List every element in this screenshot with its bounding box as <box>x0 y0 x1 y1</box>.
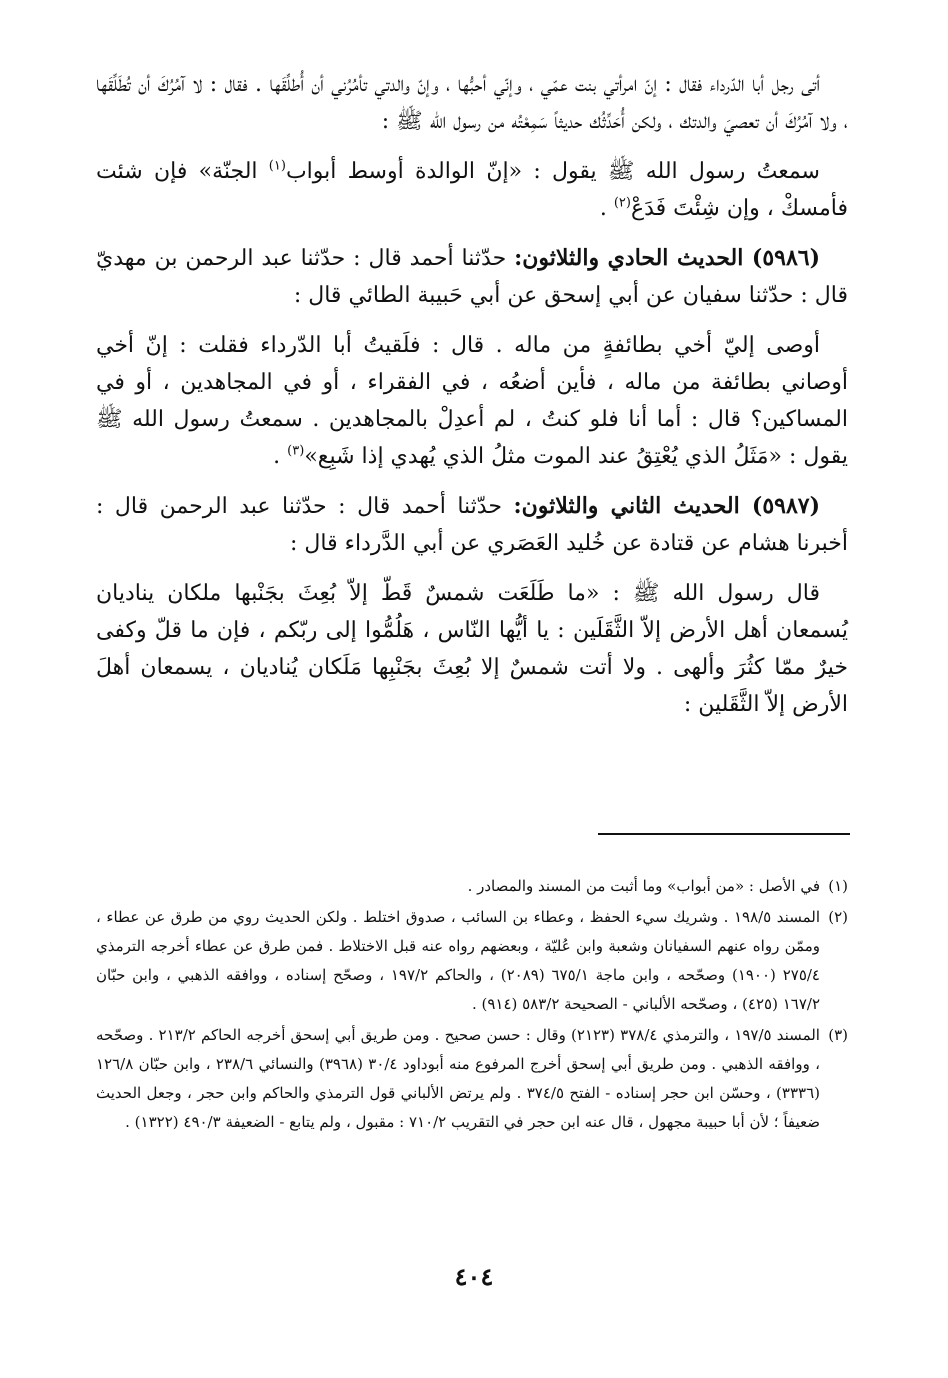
footnote-1-text: في الأصل : «من أبواب» وما أثبت من المسند والمصادر . <box>467 877 820 895</box>
hadith-31-heading: (٥٩٨٦) الحديث الحادي والثلاثون: <box>514 245 820 271</box>
paragraph-hadith-32: قال رسول الله ﷺ : «ما طَلَعَت شمسٌ قَطّ إلاّ بُعِثَ بجَنْبها ملكان يناديان يُسمعان أهل الأرض إلاّ الثَّقَلَين : يا أيُّها النّاس ، هَلُمُّوا إلى ربّكم ، فإن ما قلّ وكفى خيرٌ ممّا كثُرَ وألهى . ولا أتت شمسٌ إلا بُعِثَ بجَنْبِها مَلَكان يُناديان ، يسمعان أهلَ الأرض إلاّ الثَّقَلين : <box>96 581 848 717</box>
footnote-ref-1[interactable]: (١) <box>268 158 286 174</box>
hadith-31-text: أوصى إليّ أخي بطائفةٍ من ماله . قال : فلَقيتُ أبا الدّرداء فقلت : إنّ أخي أوصاني بطائفة من ماله ، فأين أضعُه ، في الفقراء ، أو في المجاهدين ، أو في المساكين؟ قال : أما أنا فلو كنتُ ، لم أعدِلْ بالمجاهدين . سمعتُ رسول الله ﷺ يقول : «مَثَلُ الذي يُعْتِقُ عند الموت مثلُ الذي يُهدي إذا شَبِع» <box>96 333 848 469</box>
footnote-1 <box>96 872 848 901</box>
paragraph-story: أتى رجل أبا الدّرداء فقال : إنّ امرأتي بنت عمّي ، وإنّي أحبُّها ، وإنّ والدتي تأمُرُني أن أُطلِّقَها . فقال : لا آمُرُكَ أن تُطَلِّقَها ، ولا آمُرُكَ أن تعصيَ والدتك ، ولكن أُحَدِّثُك حديثاً سَمِعْتُه من رسول الله ﷺ : <box>96 72 848 134</box>
footnote-ref-3[interactable]: (٣) <box>287 443 305 459</box>
footnote-divider <box>598 833 850 835</box>
hadith-32-heading: (٥٩٨٧) الحديث الثاني والثلاثون: <box>513 493 820 519</box>
footnote-2 <box>96 903 848 1019</box>
hadith-31-isnad-text: حدّثنا أحمد قال : حدّثنا عبد الرحمن بن مهديّ قال : حدّثنا سفيان عن أبي إسحق عن أبي حَبيبة الطائي قال : <box>96 246 848 308</box>
hadith-mother-text-b: الجنّة» فإن شئت فأمسكْ ، وإن شِئْتَ فَدَعْ <box>96 159 848 221</box>
footnote-3-number: (٣) <box>828 1026 848 1044</box>
footnote-1-number: (١) <box>828 877 848 895</box>
paragraph-hadith-31 <box>96 327 848 475</box>
main-text <box>96 66 848 736</box>
hadith-mother-text-c: . <box>599 196 614 221</box>
hadith-31-end: . <box>273 444 288 469</box>
hadith-32-isnad <box>96 488 848 562</box>
footnote-2-number: (٢) <box>828 908 848 926</box>
footnote-ref-2[interactable]: (٢) <box>613 195 631 211</box>
hadith-31-isnad <box>96 240 848 314</box>
footnotes <box>96 872 848 1139</box>
footnote-3-text: المسند ١٩٧/٥ ، والترمذي ٣٧٨/٤ (٢١٢٣) وقال : حسن صحيح . ومن طريق أبي إسحق أخرجه الحاكم ٢١٣/٢ . وصحّحه ، ووافقه الذهبي . ومن طريق أبي إسحق أخرج المرفوع منه أبوداود ٣٠/٤ (٣٩٦٨) والنسائي ٢٣٨/٦ ، وابن حبّان ١٢٦/٨ (٣٣٣٦) ، وحسّن ابن حجر إسناده - الفتح ٣٧٤/٥ . ولم يرتض الألباني قول الترمذي والحاكم وابن حجر ، وجعل الحديث ضعيفاً ؛ لأن أبا حبيبة مجهول ، قال عنه ابن حجر في التقريب ٧١٠/٢ : مقبول ، ولم يتابع - الضعيفة ٤٩٠/٣ (١٣٢٢) . <box>96 1026 821 1131</box>
footnote-2-text: المسند ١٩٨/٥ . وشريك سيء الحفظ ، وعطاء بن السائب ، صدوق اختلط . ولكن الحديث روي من طرق عن عطاء ، وممّن رواه عنهم السفيانان وشعبة وابن عُليّة ، وبعضهم رواه عنه قبل الاختلاط . فمن طرق عن عطاء أخرجه الترمذي ٢٧٥/٤ (١٩٠٠) وصحّحه ، وابن ماجة ٦٧٥/١ (٢٠٨٩) ، والحاكم ١٩٧/٢ ، وصحّح إسناده ، ووافقه الذهبي ، وابن حبّان ١٦٧/٢ (٤٢٥) ، وصحّحه الألباني - الصحيحة ٥٨٣/٢ (٩١٤) . <box>96 908 820 1013</box>
footnote-3 <box>96 1021 848 1137</box>
hadith-mother-text-a: سمعتُ رسول الله ﷺ يقول : «إنّ الوالدة أوسط أبواب <box>285 159 820 184</box>
page-number: ٤٠٤ <box>454 1262 494 1291</box>
hadith-32-isnad-text: حدّثنا أحمد قال : حدّثنا عبد الرحمن قال : أخبرنا هشام عن قتادة عن خُليد العَصَري عن أبي الدَّرداء قال : <box>96 494 848 556</box>
paragraph-hadith-mother <box>96 153 848 227</box>
